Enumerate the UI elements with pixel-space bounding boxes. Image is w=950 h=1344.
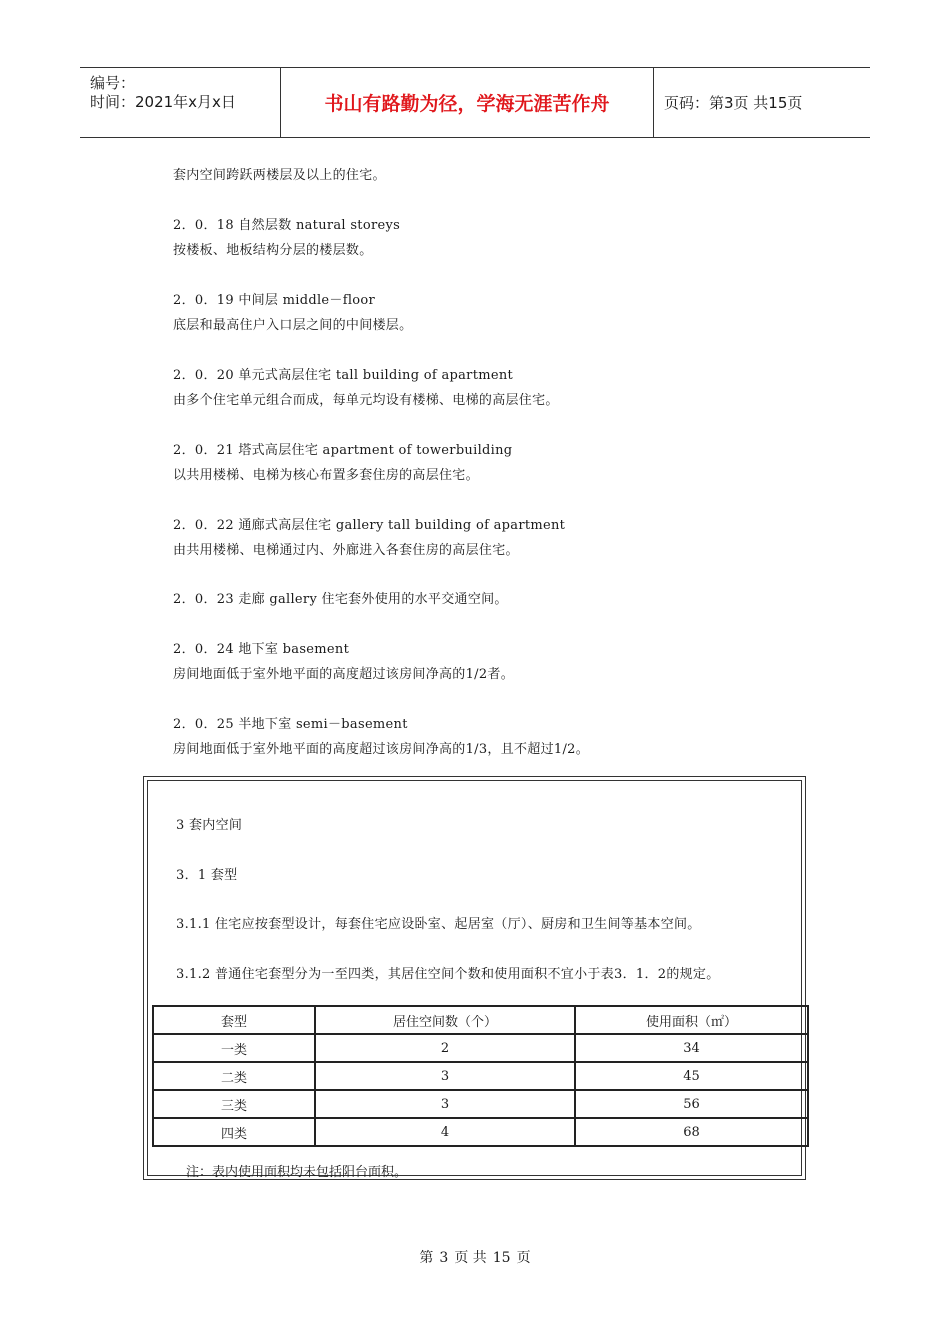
table-cell: 3: [315, 1062, 575, 1090]
table-header-cell: 使用面积（㎡）: [575, 1006, 808, 1034]
table-cell: 3: [315, 1090, 575, 1118]
clause-heading: 2．0．18 自然层数 natural storeys: [173, 218, 401, 233]
paragraph: 由多个住宅单元组合而成，每单元均设有楼梯、电梯的高层住宅。: [173, 393, 559, 408]
paragraph: 房间地面低于室外地平面的高度超过该房间净高的1/3，且不超过1/2。: [173, 742, 590, 757]
table-cell: 56: [575, 1090, 808, 1118]
paragraph: 房间地面低于室外地平面的高度超过该房间净高的1/2者。: [173, 667, 515, 682]
paragraph: 套内空间跨跃两楼层及以上的住宅。: [173, 168, 386, 183]
header-meta-cell: [80, 68, 281, 137]
table-cell: 一类: [153, 1034, 315, 1062]
footer-suffix: 页: [516, 1250, 531, 1266]
clause-3-1-2: 3.1.2 普通住宅套型分为一至四类，其居住空间个数和使用面积不宜小于表3．1．2的规定。: [176, 967, 720, 982]
page-footer: [0, 1247, 950, 1267]
clause-heading: 2．0．19 中间层 middle－floor: [173, 293, 376, 308]
paragraph: 底层和最高住户入口层之间的中间楼层。: [173, 318, 413, 333]
header-slogan: 书山有路勤为径，学海无涯苦作舟: [281, 68, 654, 137]
footer-current-page: 3: [439, 1250, 449, 1266]
section-subheading: 3．1 套型: [176, 868, 238, 883]
footer-total-pages: 15: [492, 1250, 511, 1266]
table-cell: 34: [575, 1034, 808, 1062]
clause-heading: 2．0．21 塔式高层住宅 apartment of towerbuilding: [173, 443, 513, 458]
paragraph: 按楼板、地板结构分层的楼层数。: [173, 243, 373, 258]
page-header: [80, 67, 870, 138]
section-box: [143, 776, 806, 1180]
table-cell: 4: [315, 1118, 575, 1146]
number-label: 编号：: [90, 74, 136, 92]
table-row: [153, 1034, 808, 1062]
clause-heading: 2．0．20 单元式高层住宅 tall building of apartment: [173, 368, 514, 383]
table-header-cell: 套型: [153, 1006, 315, 1034]
header-page-label: 页码：第3页 共15页: [664, 94, 803, 112]
table-row: [153, 1090, 808, 1118]
section-heading: 3 套内空间: [176, 818, 243, 833]
table-header-cell: 居住空间数（个）: [315, 1006, 575, 1034]
table-cell: 三类: [153, 1090, 315, 1118]
table-cell: 二类: [153, 1062, 315, 1090]
unit-type-table: [152, 1005, 809, 1147]
date-label: 时间：2021年x月x日: [90, 93, 236, 111]
clause-heading: 2．0．25 半地下室 semi－basement: [173, 717, 408, 732]
table-cell: 68: [575, 1118, 808, 1146]
table-cell: 2: [315, 1034, 575, 1062]
table-cell: 四类: [153, 1118, 315, 1146]
table-cell: 45: [575, 1062, 808, 1090]
paragraph: 由共用楼梯、电梯通过内、外廊进入各套住房的高层住宅。: [173, 543, 519, 558]
table-note: 注：表内使用面积均未包括阳台面积。: [186, 1165, 408, 1180]
clause-3-1-1: 3.1.1 住宅应按套型设计，每套住宅应设卧室、起居室（厅）、厨房和卫生间等基本空间。: [176, 917, 701, 932]
clause-heading: 2．0．23 走廊 gallery 住宅套外使用的水平交通空间。: [173, 592, 508, 607]
footer-prefix: 第: [419, 1250, 434, 1266]
table-row: [153, 1118, 808, 1146]
clause-heading: 2．0．22 通廊式高层住宅 gallery tall building of apartment: [173, 518, 566, 533]
section-inner-frame: [147, 780, 802, 1180]
paragraph: 以共用楼梯、电梯为核心布置多套住房的高层住宅。: [173, 468, 479, 483]
table-header-row: [153, 1006, 808, 1034]
footer-middle: 页 共: [454, 1250, 487, 1266]
table-row: [153, 1062, 808, 1090]
clause-heading: 2．0．24 地下室 basement: [173, 642, 350, 657]
